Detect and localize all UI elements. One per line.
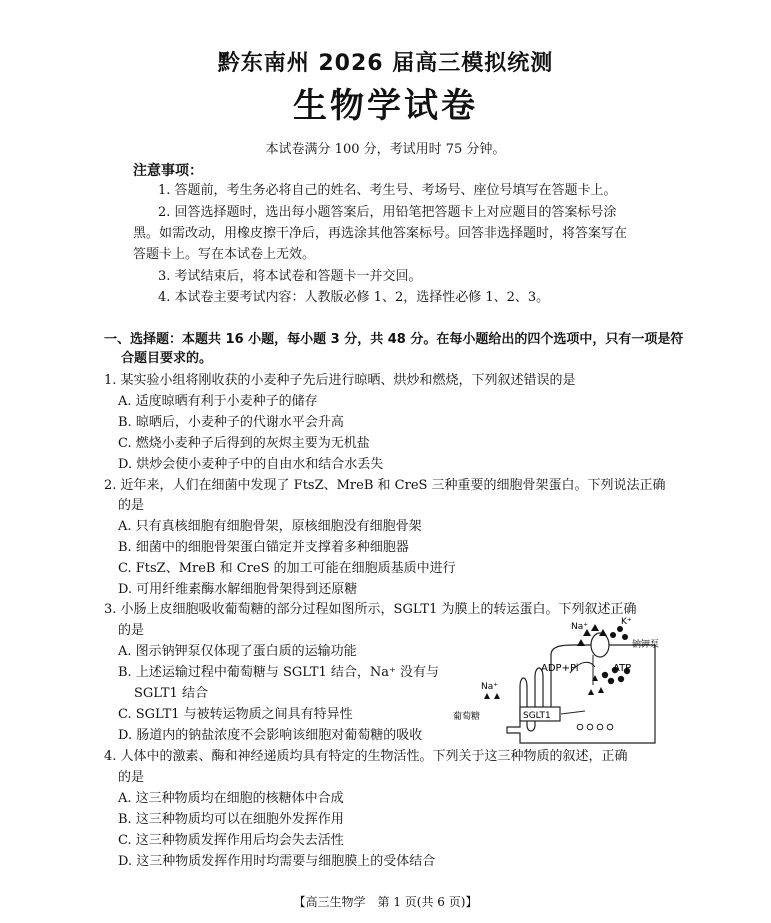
question-1-option-d: D. 烘炒会使小麦种子中的自由水和结合水丢失 [118,457,384,472]
notice-item: 4. 本试卷主要考试内容：人教版必修 1、2，选择性必修 1、2、3。 [158,290,550,305]
question-3-option-c: C. SGLT1 与被转运物质之间具有特异性 [118,707,353,722]
glucose-molecules [577,724,613,730]
subject-title: 生物学试卷 [293,86,478,126]
notice-item: 黑。如需改动，用橡皮擦干净后，再选涂其他答案标号。回答非选择题时，将答案写在 [133,226,628,241]
question-4-option-a: A. 这三种物质均在细胞的核糖体中合成 [118,791,344,806]
na-left-label: Na⁺ [481,682,498,692]
question-3-option-a: A. 图示钠钾泵仅体现了蛋白质的运输功能 [118,644,357,659]
k-label: K⁺ [621,617,632,627]
question-1-option-b: B. 晾晒后，小麦种子的代谢水平会升高 [118,415,344,430]
question-2-option-c: C. FtsZ、MreB 和 CreS 的加工可能在细胞质基质中进行 [118,561,456,576]
question-1-option-c: C. 燃烧小麦种子后得到的灰烬主要为无机盐 [118,436,370,451]
notice-heading: 注意事项： [133,163,203,179]
notice-item: 2. 回答选择题时，选出每小题答案后，用铅笔把答题卡上对应题目的答案标号涂 [158,205,617,220]
question-2-stem: 2. 近年来，人们在细菌中发现了 FtsZ、MreB 和 CreS 三种重要的细胞骨架蛋白。下列说法正确 [104,478,666,493]
question-4-option-d: D. 这三种物质发挥作用时均需要与细胞膜上的受体结合 [118,854,436,869]
exam-title: 黔东南州 2026 届高三模拟统测 [217,51,554,76]
question-3-stem: 3. 小肠上皮细胞吸收葡萄糖的部分过程如图所示，SGLT1 为膜上的转运蛋白。下列叙述正确 [104,602,637,617]
question-4-option-b: B. 这三种物质均可以在细胞外发挥作用 [118,812,344,827]
question-3-stem-cont: 的是 [118,623,145,638]
question-1-stem: 1. 某实验小组将刚收获的小麦种子先后进行晾晒、烘炒和燃烧，下列叙述错误的是 [104,373,576,388]
question-2-option-d: D. 可用纤维素酶水解细胞骨架得到还原糖 [118,582,358,597]
exam-info: 本试卷满分 100 分，考试用时 75 分钟。 [265,142,506,157]
cell-membrane [507,645,655,743]
glucose-label: 葡萄糖 [453,712,481,722]
section-heading-cont: 合题目要求的。 [121,351,213,366]
section-heading: 一、选择题：本题共 16 小题，每小题 3 分，共 48 分。在每小题给出的四个选项中，只有一项是符 [104,332,684,347]
atp-label: ATP [613,663,632,674]
question-3-option-b: B. 上述运输过程中葡萄糖与 SGLT1 结合，Na⁺ 没有与 [118,665,440,680]
question-3-option-b-cont: SGLT1 结合 [134,686,208,701]
na-k-pump [591,633,609,657]
notice-item: 1. 答题前，考生务必将自己的姓名、考生号、考场号、座位号填写在答题卡上。 [158,183,617,198]
na-ions-inside [588,675,604,695]
pump-label: 钠钾泵 [632,640,660,650]
question-2-option-a: A. 只有真核细胞有细胞骨架，原核细胞没有细胞骨架 [118,519,422,534]
question-4-stem-cont: 的是 [118,770,145,785]
na-top-label: Na⁺ [571,622,588,632]
transport-arrow [561,711,585,714]
na-ions-left [484,693,500,699]
sglt1-transport-diagram [445,615,695,745]
notice-item: 3. 考试结束后，将本试卷和答题卡一并交回。 [158,269,422,284]
question-2-stem-cont: 的是 [118,498,145,513]
question-1-option-a: A. 适度晾晒有利于小麦种子的储存 [118,394,318,409]
page-footer: 【高三生物学 第 1 页(共 6 页)】 [293,895,478,909]
sglt1-label: SGLT1 [523,711,551,721]
notice-item: 答题卡上。写在本试卷上无效。 [133,247,316,262]
question-4-stem: 4. 人体中的激素、酶和神经递质均具有特定的生物活性。下列关于这三种物质的叙述，正确 [104,749,628,764]
question-3-option-d: D. 肠道内的钠盐浓度不会影响该细胞对葡萄糖的吸收 [118,728,423,743]
question-2-option-b: B. 细菌中的细胞骨架蛋白锚定并支撑着多种细胞器 [118,540,409,555]
question-4-option-c: C. 这三种物质发挥作用后均会失去活性 [118,833,344,848]
adp-label: ADP+Pi [541,663,579,674]
